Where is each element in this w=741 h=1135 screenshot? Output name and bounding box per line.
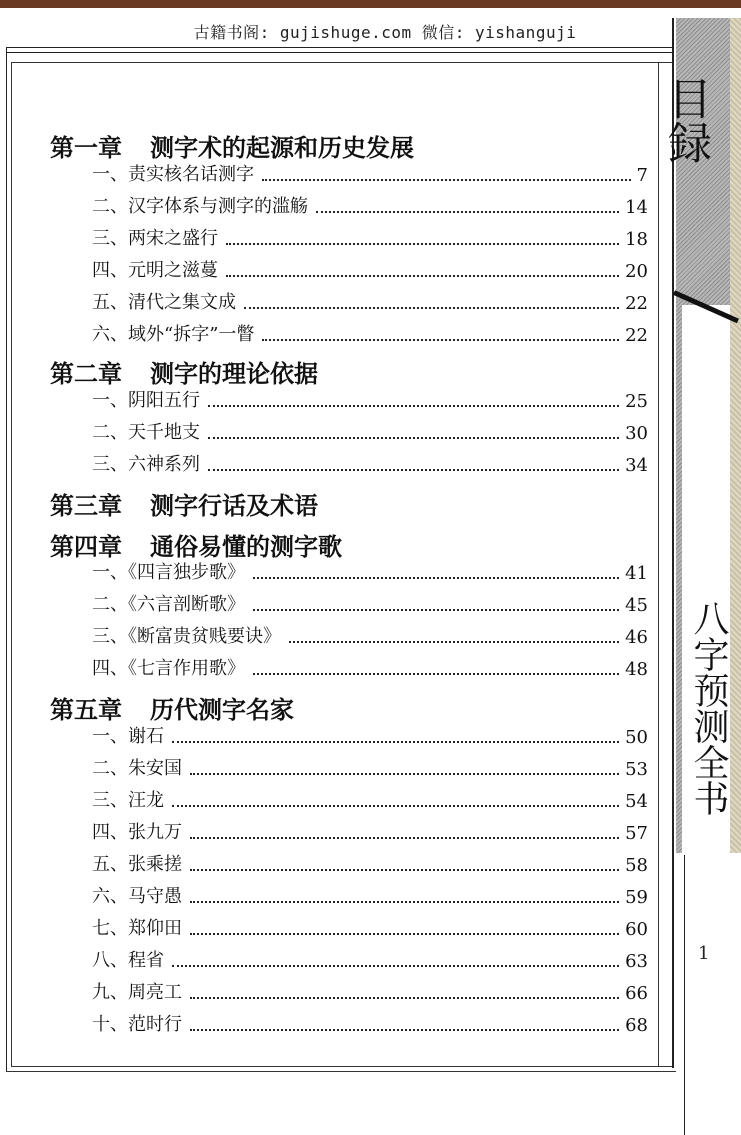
toc-entry[interactable] bbox=[92, 1010, 648, 1036]
dot-leader bbox=[190, 900, 619, 903]
toc-entry-label: 一、谢石 bbox=[92, 726, 164, 747]
frame-line bbox=[11, 62, 672, 63]
page-number: 1 bbox=[698, 943, 710, 964]
chapter-heading[interactable] bbox=[50, 690, 294, 725]
section-title: 目録 bbox=[660, 76, 711, 164]
chapter-title: 测字的理论依据 bbox=[150, 360, 318, 388]
book-title: 八字预测全书 bbox=[688, 600, 729, 816]
toc-entry-label: 五、张乘搓 bbox=[92, 854, 182, 875]
toc-entry-page: 20 bbox=[625, 261, 648, 282]
toc-entry[interactable] bbox=[92, 914, 648, 940]
chapter-number: 第一章 bbox=[50, 134, 122, 162]
toc-entry-page: 54 bbox=[625, 791, 648, 812]
toc-entry-label: 二、天千地支 bbox=[92, 422, 200, 443]
toc-entry-label: 九、周亮工 bbox=[92, 982, 182, 1003]
toc-entry-label: 一、责实核名话测字 bbox=[92, 164, 254, 185]
toc-entry-page: 50 bbox=[625, 727, 648, 748]
dot-leader bbox=[190, 836, 619, 839]
toc-entry[interactable] bbox=[92, 818, 648, 844]
toc-entry-page: 53 bbox=[625, 759, 648, 780]
frame-line bbox=[6, 1071, 676, 1072]
toc-entry-label: 三、《断富贵贫贱要诀》 bbox=[92, 626, 281, 647]
toc-entry-page: 22 bbox=[625, 325, 648, 346]
chapter-number: 第二章 bbox=[50, 360, 122, 388]
toc-entry-page: 22 bbox=[625, 293, 648, 314]
dot-leader bbox=[253, 608, 619, 611]
toc-entry-label: 一、《四言独步歌》 bbox=[92, 562, 245, 583]
toc-entry-page: 30 bbox=[625, 423, 648, 444]
toc-entry[interactable] bbox=[92, 450, 648, 476]
toc-entry-page: 7 bbox=[636, 165, 648, 186]
toc-entry-page: 66 bbox=[625, 983, 648, 1004]
dot-leader bbox=[172, 964, 619, 967]
dot-leader bbox=[262, 178, 631, 181]
chapter-number: 第五章 bbox=[50, 696, 122, 724]
toc-entry-label: 四、元明之滋蔓 bbox=[92, 260, 218, 281]
toc-entry-label: 二、《六言剖断歌》 bbox=[92, 594, 245, 615]
toc-entry-page: 34 bbox=[625, 455, 648, 476]
chapter-title: 历代测字名家 bbox=[150, 696, 294, 724]
dot-leader bbox=[208, 404, 619, 407]
toc-entry-label: 十、范时行 bbox=[92, 1014, 182, 1035]
toc-entry[interactable] bbox=[92, 160, 648, 186]
dot-leader bbox=[226, 274, 619, 277]
dot-leader bbox=[289, 640, 619, 643]
dot-leader bbox=[226, 242, 619, 245]
toc-entry[interactable] bbox=[92, 654, 648, 680]
frame-line bbox=[684, 855, 685, 1135]
toc-entry[interactable] bbox=[92, 882, 648, 908]
toc-entry-label: 三、两宋之盛行 bbox=[92, 228, 218, 249]
frame-line bbox=[6, 47, 674, 48]
dot-leader bbox=[316, 210, 619, 213]
toc-entry[interactable] bbox=[92, 722, 648, 748]
dot-leader bbox=[190, 868, 619, 871]
chapter-title: 测字行话及术语 bbox=[150, 492, 318, 520]
toc-entry-page: 58 bbox=[625, 855, 648, 876]
frame-line bbox=[658, 62, 659, 1066]
toc-entry-label: 三、汪龙 bbox=[92, 790, 164, 811]
chapter-heading[interactable] bbox=[50, 354, 318, 389]
toc-entry[interactable] bbox=[92, 558, 648, 584]
toc-entry-label: 六、域外“拆字”一瞥 bbox=[92, 324, 255, 345]
dot-leader bbox=[172, 804, 619, 807]
toc-entry[interactable] bbox=[92, 786, 648, 812]
toc-entry-page: 60 bbox=[625, 919, 648, 940]
toc-entry[interactable] bbox=[92, 754, 648, 780]
toc-entry[interactable] bbox=[92, 192, 648, 218]
toc-entry[interactable] bbox=[92, 320, 648, 346]
toc-entry[interactable] bbox=[92, 622, 648, 648]
toc-entry-label: 六、马守愚 bbox=[92, 886, 182, 907]
dot-leader bbox=[244, 306, 619, 309]
top-border-bar bbox=[0, 0, 741, 8]
toc-entry[interactable] bbox=[92, 288, 648, 314]
toc-entry-label: 三、六神系列 bbox=[92, 454, 200, 475]
frame-line bbox=[6, 47, 7, 1072]
toc-entry[interactable] bbox=[92, 418, 648, 444]
toc-entry[interactable] bbox=[92, 946, 648, 972]
toc-entry-page: 18 bbox=[625, 229, 648, 250]
toc-entry-page: 46 bbox=[625, 627, 648, 648]
frame-line bbox=[6, 52, 674, 53]
toc-entry-page: 25 bbox=[625, 391, 648, 412]
toc-entry-label: 四、《七言作用歌》 bbox=[92, 658, 245, 679]
toc-entry[interactable] bbox=[92, 256, 648, 282]
frame-line bbox=[11, 1066, 672, 1067]
toc-entry-label: 二、汉字体系与测字的滥觞 bbox=[92, 196, 308, 217]
toc-entry[interactable] bbox=[92, 978, 648, 1004]
toc-entry-page: 63 bbox=[625, 951, 648, 972]
toc-entry-page: 57 bbox=[625, 823, 648, 844]
toc-entry-page: 59 bbox=[625, 887, 648, 908]
frame-line bbox=[11, 62, 12, 1066]
chapter-heading[interactable] bbox=[50, 527, 342, 562]
toc-entry-page: 14 bbox=[625, 197, 648, 218]
chapter-number: 第四章 bbox=[50, 533, 122, 561]
dot-leader bbox=[190, 1028, 619, 1031]
chapter-heading[interactable] bbox=[50, 128, 414, 163]
toc-entry[interactable] bbox=[92, 850, 648, 876]
dot-leader bbox=[190, 932, 619, 935]
chapter-number: 第三章 bbox=[50, 492, 122, 520]
chapter-heading[interactable] bbox=[50, 486, 318, 521]
dot-leader bbox=[190, 772, 619, 775]
toc-entry-label: 七、郑仰田 bbox=[92, 918, 182, 939]
dot-leader bbox=[208, 436, 619, 439]
toc-entry-label: 一、阴阳五行 bbox=[92, 390, 200, 411]
dot-leader bbox=[262, 338, 619, 341]
dot-leader bbox=[190, 996, 619, 999]
chapter-title: 测字术的起源和历史发展 bbox=[150, 134, 414, 162]
spine-edge bbox=[730, 18, 741, 853]
dot-leader bbox=[253, 672, 619, 675]
toc-entry-page: 45 bbox=[625, 595, 648, 616]
toc-entry-label: 二、朱安国 bbox=[92, 758, 182, 779]
toc-entry-page: 41 bbox=[625, 563, 648, 584]
dot-leader bbox=[172, 740, 619, 743]
toc-entry-page: 48 bbox=[625, 659, 648, 680]
dot-leader bbox=[208, 468, 619, 471]
toc-entry[interactable] bbox=[92, 224, 648, 250]
frame-line bbox=[672, 18, 674, 1068]
toc-entry-label: 八、程省 bbox=[92, 950, 164, 971]
chapter-title: 通俗易懂的测字歌 bbox=[150, 533, 342, 561]
toc-entry-page: 68 bbox=[625, 1015, 648, 1036]
site-watermark-text: 古籍书阁: gujishuge.com 微信: yishanguji bbox=[193, 23, 577, 42]
toc-entry[interactable] bbox=[92, 590, 648, 616]
toc-entry-label: 四、张九万 bbox=[92, 822, 182, 843]
toc-entry[interactable] bbox=[92, 386, 648, 412]
toc-entry-label: 五、清代之集文成 bbox=[92, 292, 236, 313]
dot-leader bbox=[253, 576, 619, 579]
